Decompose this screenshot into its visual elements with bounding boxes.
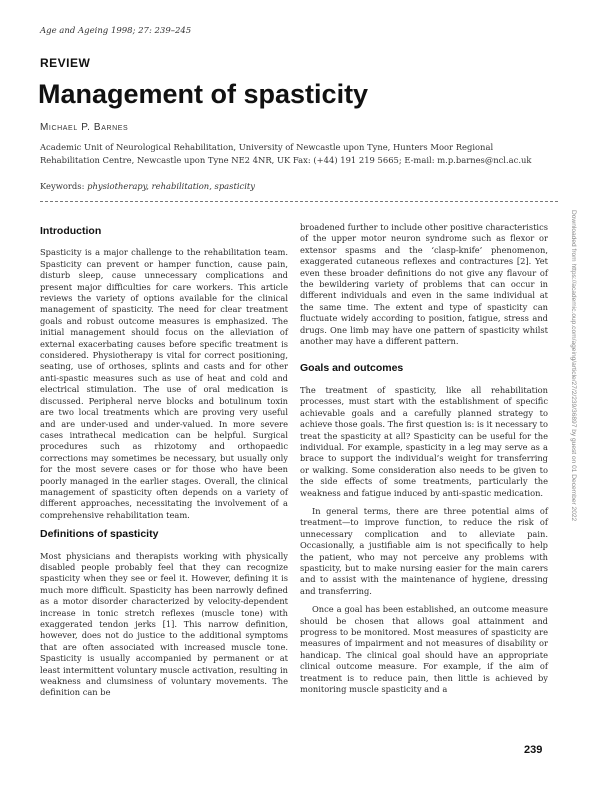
section-label: REVIEW <box>40 56 91 70</box>
download-watermark <box>566 210 580 770</box>
keywords-label: Keywords: <box>40 181 85 191</box>
article-title: Management of spasticity <box>38 79 369 109</box>
goals-paragraph-2: In general terms, there are three potential aims of treatment—to improve function, to reduce the risk of unnecessary complication and to alleviate pain. Occasionally, a justifiable aim is not specifically to help the patient, who may not perceive any problems with spasticity, but to make nursing easier for the main carers and to assist with the maintenance of hygiene, dressing and transferring. <box>300 505 548 596</box>
page-number: 239 <box>524 744 543 756</box>
goals-paragraph-1: The treatment of spasticity, like all rehabilitation processes, must start with the establishment of specific achievable goals and a carefully planned strategy to achieve those goals. The first question is: is it necessary to treat the spasticity at all? Spasticity can be useful for the individual. For example, spasticity in a leg may serve as a brace to support the individual’s weight for transferring or walking. Some consideration also needs to be given to the side effects of some treatments, particularly the weakness and fatigue induced by anti-spastic medication. <box>300 384 549 498</box>
author-affiliation: Academic Unit of Neurological Rehabilitation, University of Newcastle upon Tyne, Hunters Moor Regional Rehabilitation Centre, Newcastle upon Tyne NE2 4NR, UK Fax: (+44) 191 219 5665; E-mail: m.p.barnes@ncl.ac.uk <box>40 142 532 165</box>
introduction-paragraph: Spasticity is a major challenge to the rehabilitation team. Spasticity can prevent or hamper function, cause pain, disturb sleep, cause unnecessary complications and present major difficulties for care workers. This article reviews the variety of options available for the clinical management of spasticity. The need for clear treatment goals and robust outcome measures is emphasized. The initial management should focus on the alleviation of external exacerbating causes before specific treatment is considered. Physiotherapy is vital for correct positioning, seating, use of orthoses, splints and casts and for other anti-spastic measures such as use of heat and cold and electrical stimulation. The use of oral medication is discussed. Peripheral nerve blocks and botulinum toxin are two local treatments which are proving very useful and are under-used and under-valued. In more severe cases intrathecal medication can be helpful. Surgical procedures such as rhizotomy and orthopaedic corrections may sometimes be necessary, but usually only for the most severe cases or for those who have been poorly managed in the earlier stages. Overall, the clinical management of spasticity often depends on a variety of different approaches, necessitating the involvement of a comprehensive rehabilitation team. <box>40 247 288 520</box>
introduction-heading: Introduction <box>40 225 102 237</box>
goals-heading: Goals and outcomes <box>300 362 404 375</box>
goals-paragraph-3: Once a goal has been established, an outcome measure should be chosen that allows goal attainment and progress to be monitored. Most measures of spasticity are measures of impairment and not measures of disability or handicap. The clinical goal should have an appropriate clinical outcome measure. For example, if the aim of treatment is to reduce pain, then little is achieved by monitoring muscle spasticity and a <box>300 604 548 695</box>
definitions-heading: Definitions of spasticity <box>40 528 159 541</box>
download-watermark-text: Downloaded from https://academic.oup.com/ageing/article/27/2/239/36897 by guest on 01 December 2022 <box>570 210 577 522</box>
keywords-value: physiotherapy, rehabilitation, spasticity <box>87 181 255 191</box>
keywords-line <box>40 181 255 191</box>
header-divider <box>40 201 558 202</box>
right-column <box>300 222 548 702</box>
author-name: Michael P. Barnes <box>40 122 129 133</box>
definitions-paragraph: Most physicians and therapists working with physically disabled people probably feel that they can recognize spasticity when they see or feel it. However, defining it is much more difficult. Spasticity has been narrowly defined as a motor disorder characterized by velocity-dependent increase in tonic stretch reflexes (muscle tone) with exaggerated tendon jerks [1]. This narrow definition, however, does not do justice to the additional symptoms that are often associated with increased muscle tone. Spasticity is usually accompanied by permanent or at least intermittent voluntary muscle activation, resulting in weakness and clumsiness of voluntary movements. The definition can be <box>40 550 288 698</box>
left-column <box>40 222 288 706</box>
definitions-continued-paragraph: broadened further to include other positive characteristics of the upper motor neuron syndrome such as flexor or extensor spasms and the ‘clasp-knife’ phenomenon, exaggerated cutaneous reflexes and contractures [2]. Yet even these broader definitions do not give any flavour of the bewildering variety of problems that can occur in different individuals and even in the same individual at the same time. The extent and type of spasticity can fluctuate widely according to position, fatigue, stress and drugs. One limb may have one pattern of spasticity whilst another may have a different pattern. <box>300 222 548 347</box>
journal-citation: Age and Ageing 1998; 27: 239–245 <box>40 26 192 36</box>
